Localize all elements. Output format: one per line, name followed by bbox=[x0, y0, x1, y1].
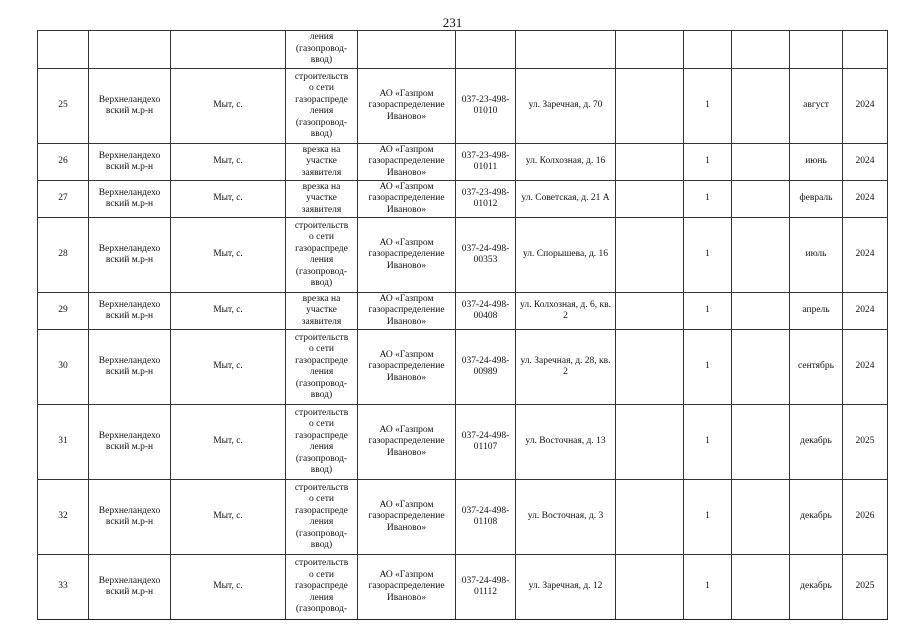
month-cell: август bbox=[790, 69, 843, 144]
count-cell: 1 bbox=[684, 293, 732, 330]
year-cell: 2024 bbox=[843, 330, 888, 405]
work-type-line: участке bbox=[306, 305, 337, 316]
month-cell: апрель bbox=[790, 293, 843, 330]
empty-cell bbox=[616, 405, 684, 480]
work-type-cell bbox=[286, 555, 358, 620]
work-type-line: врезка на bbox=[302, 181, 341, 192]
count-cell: 1 bbox=[684, 69, 732, 144]
work-type-line: газораспреде bbox=[295, 505, 348, 516]
work-type-line: заявителя bbox=[301, 316, 342, 327]
request-code-cell: 037-24-498-01108 bbox=[456, 480, 516, 555]
count-cell: 1 bbox=[684, 218, 732, 293]
organization-cell: АО «Газпром газораспределение Иваново» bbox=[358, 293, 456, 330]
organization-cell: АО «Газпром газораспределение Иваново» bbox=[358, 480, 456, 555]
organization-cell: АО «Газпром газораспределение Иваново» bbox=[358, 69, 456, 144]
empty-cell bbox=[732, 555, 790, 620]
year-cell: 2024 bbox=[843, 218, 888, 293]
count-cell: 1 bbox=[684, 480, 732, 555]
address-cell: ул. Восточная, д. 13 bbox=[516, 405, 616, 480]
year-cell: 2025 bbox=[843, 405, 888, 480]
table-row bbox=[38, 144, 888, 181]
work-type-line: врезка на bbox=[302, 144, 341, 155]
work-type-line: о сети bbox=[309, 419, 334, 429]
work-type-line: (газопровод- bbox=[295, 378, 348, 389]
work-type-cell bbox=[286, 181, 358, 218]
table-row-top-fragment bbox=[38, 31, 888, 69]
table-row bbox=[38, 480, 888, 555]
settlement-cell: Мыт, с. bbox=[171, 181, 286, 218]
count-cell: 1 bbox=[684, 181, 732, 218]
work-type-line: (газопровод- bbox=[295, 266, 348, 277]
work-type-line: участке bbox=[306, 193, 337, 204]
row-number-cell: 31 bbox=[38, 405, 89, 480]
address-cell: ул. Заречная, д. 28, кв. 2 bbox=[516, 330, 616, 405]
month-cell: декабрь bbox=[790, 480, 843, 555]
work-type-line: газораспреде bbox=[295, 243, 348, 254]
district-cell: Верхнеландехо вский м.р-н bbox=[89, 69, 171, 144]
work-type-line: о сети bbox=[309, 232, 334, 242]
work-type-cell bbox=[286, 480, 358, 555]
district-cell: Верхнеландехо вский м.р-н bbox=[89, 405, 171, 480]
work-type-line: строительств bbox=[294, 558, 349, 569]
year-cell: 2024 bbox=[843, 293, 888, 330]
settlement-cell: Мыт, с. bbox=[171, 293, 286, 330]
empty-cell bbox=[732, 330, 790, 405]
address-cell: ул. Колхозная, д. 16 bbox=[516, 144, 616, 181]
table-row bbox=[38, 181, 888, 218]
table-row bbox=[38, 218, 888, 293]
work-type-line: заявителя bbox=[301, 167, 342, 178]
organization-cell: АО «Газпром газораспределение Иваново» bbox=[358, 218, 456, 293]
empty-cell bbox=[732, 69, 790, 144]
work-type-line: врезка на bbox=[302, 293, 341, 304]
count-cell: 1 bbox=[684, 555, 732, 620]
work-type-cell bbox=[286, 69, 358, 144]
settlement-cell: Мыт, с. bbox=[171, 69, 286, 144]
year-cell: 2026 bbox=[843, 480, 888, 555]
request-code-cell: 037-24-498-01107 bbox=[456, 405, 516, 480]
district-cell: Верхнеландехо вский м.р-н bbox=[89, 181, 171, 218]
month-cell: июль bbox=[790, 218, 843, 293]
request-code-cell: 037-24-498-00408 bbox=[456, 293, 516, 330]
row-number-cell: 28 bbox=[38, 218, 89, 293]
settlement-cell: Мыт, с. bbox=[171, 555, 286, 620]
work-type-line: строительств bbox=[294, 407, 349, 418]
table-row bbox=[38, 330, 888, 405]
work-type-line: ввод) bbox=[310, 540, 333, 550]
row-number-cell: 32 bbox=[38, 480, 89, 555]
district-cell: Верхнеландехо вский м.р-н bbox=[89, 293, 171, 330]
year-cell: 2025 bbox=[843, 555, 888, 620]
page-number: 231 bbox=[442, 15, 463, 30]
district-cell: Верхнеландехо вский м.р-н bbox=[89, 144, 171, 181]
empty-cell bbox=[732, 480, 790, 555]
settlement-cell: Мыт, с. bbox=[171, 144, 286, 181]
work-type-line: строительств bbox=[294, 220, 349, 231]
work-type-line: ления bbox=[309, 517, 334, 527]
work-type-line: ввод) bbox=[310, 465, 333, 475]
work-type-line: о сети bbox=[309, 494, 334, 504]
row-number-cell: 25 bbox=[38, 69, 89, 144]
address-cell: ул. Восточная, д. 3 bbox=[516, 480, 616, 555]
empty-cell bbox=[732, 293, 790, 330]
work-type-line: заявителя bbox=[301, 204, 342, 215]
count-cell: 1 bbox=[684, 405, 732, 480]
work-type-line: ввод) bbox=[310, 129, 333, 139]
empty-cell bbox=[732, 405, 790, 480]
empty-cell bbox=[732, 218, 790, 293]
organization-cell: АО «Газпром газораспределение Иваново» bbox=[358, 144, 456, 181]
request-code-cell: 037-24-498-00353 bbox=[456, 218, 516, 293]
organization-cell: АО «Газпром газораспределение Иваново» bbox=[358, 405, 456, 480]
address-cell: ул. Советская, д. 21 А bbox=[516, 181, 616, 218]
year-cell: 2024 bbox=[843, 144, 888, 181]
work-type-line: ления bbox=[309, 442, 334, 452]
address-cell: ул. Заречная, д. 70 bbox=[516, 69, 616, 144]
request-code-cell: 037-24-498-01112 bbox=[456, 555, 516, 620]
work-type-line: ввод) bbox=[310, 390, 333, 400]
table-row bbox=[38, 69, 888, 144]
work-type-cell bbox=[286, 405, 358, 480]
work-type-line: строительств bbox=[294, 71, 349, 82]
work-type-line: ления bbox=[309, 592, 334, 603]
month-cell: февраль bbox=[790, 181, 843, 218]
table-row bbox=[38, 293, 888, 330]
organization-cell: АО «Газпром газораспределение Иваново» bbox=[358, 181, 456, 218]
work-type-line: ления bbox=[309, 367, 334, 377]
gas-connections-table bbox=[37, 30, 888, 620]
settlement-cell: Мыт, с. bbox=[171, 218, 286, 293]
work-type-line: (газопровод- bbox=[295, 117, 348, 128]
work-type-line: участке bbox=[306, 156, 337, 167]
organization-cell: АО «Газпром газораспределение Иваново» bbox=[358, 330, 456, 405]
empty-cell bbox=[616, 480, 684, 555]
work-type-line: о сети bbox=[309, 569, 334, 580]
empty-cell bbox=[616, 144, 684, 181]
work-type-line: строительств bbox=[294, 482, 349, 493]
work-type-line: строительств bbox=[294, 332, 349, 343]
settlement-cell: Мыт, с. bbox=[171, 405, 286, 480]
work-type-line: (газопровод- bbox=[295, 528, 348, 539]
month-cell: сентябрь bbox=[790, 330, 843, 405]
row-number-cell: 33 bbox=[38, 555, 89, 620]
empty-cell bbox=[732, 181, 790, 218]
month-cell: июнь bbox=[790, 144, 843, 181]
row-number-cell: 26 bbox=[38, 144, 89, 181]
request-code-cell: 037-24-498-00989 bbox=[456, 330, 516, 405]
address-cell: ул. Спорышева, д. 16 bbox=[516, 218, 616, 293]
row-number-cell: 30 bbox=[38, 330, 89, 405]
request-code-cell: 037-23-498-01012 bbox=[456, 181, 516, 218]
work-type-cell bbox=[286, 144, 358, 181]
address-cell: ул. Колхозная, д. 6, кв. 2 bbox=[516, 293, 616, 330]
work-type-cell bbox=[286, 218, 358, 293]
work-type-line: ввод) bbox=[310, 278, 333, 288]
work-type-line: ления bbox=[309, 255, 334, 265]
empty-cell bbox=[616, 330, 684, 405]
empty-cell bbox=[616, 293, 684, 330]
table-row bbox=[38, 405, 888, 480]
address-cell: ул. Заречная, д. 12 bbox=[516, 555, 616, 620]
work-type-cell bbox=[286, 293, 358, 330]
year-cell: 2024 bbox=[843, 181, 888, 218]
row-number-cell: 27 bbox=[38, 181, 89, 218]
work-type-line: (газопровод- bbox=[295, 453, 348, 464]
month-cell: декабрь bbox=[790, 405, 843, 480]
work-type-cell bbox=[286, 330, 358, 405]
count-cell: 1 bbox=[684, 330, 732, 405]
empty-cell bbox=[732, 144, 790, 181]
district-cell: Верхнеландехо вский м.р-н bbox=[89, 555, 171, 620]
request-code-cell: 037-23-498-01011 bbox=[456, 144, 516, 181]
month-cell: декабрь bbox=[790, 555, 843, 620]
work-type-line: ления bbox=[309, 106, 334, 116]
settlement-cell: Мыт, с. bbox=[171, 480, 286, 555]
settlement-cell: Мыт, с. bbox=[171, 330, 286, 405]
empty-cell bbox=[616, 69, 684, 144]
request-code-cell: 037-23-498-01010 bbox=[456, 69, 516, 144]
work-type-line: газораспреде bbox=[295, 355, 348, 366]
work-type-line: о сети bbox=[309, 83, 334, 93]
district-cell: Верхнеландехо вский м.р-н bbox=[89, 218, 171, 293]
district-cell: Верхнеландехо вский м.р-н bbox=[89, 330, 171, 405]
year-cell: 2024 bbox=[843, 69, 888, 144]
district-cell: Верхнеландехо вский м.р-н bbox=[89, 480, 171, 555]
row-number-cell: 29 bbox=[38, 293, 89, 330]
empty-cell bbox=[616, 218, 684, 293]
organization-cell: АО «Газпром газораспределение Иваново» bbox=[358, 555, 456, 620]
table-row bbox=[38, 555, 888, 620]
work-type-line: газораспреде bbox=[295, 94, 348, 105]
work-type-line: газораспреде bbox=[295, 430, 348, 441]
empty-cell bbox=[616, 555, 684, 620]
empty-cell bbox=[616, 181, 684, 218]
work-type-cell: ления (газопровод- ввод) bbox=[286, 31, 358, 69]
work-type-line: (газопровод- bbox=[295, 604, 348, 615]
work-type-line: о сети bbox=[309, 344, 334, 354]
work-type-line: газораспреде bbox=[295, 581, 348, 592]
count-cell: 1 bbox=[684, 144, 732, 181]
